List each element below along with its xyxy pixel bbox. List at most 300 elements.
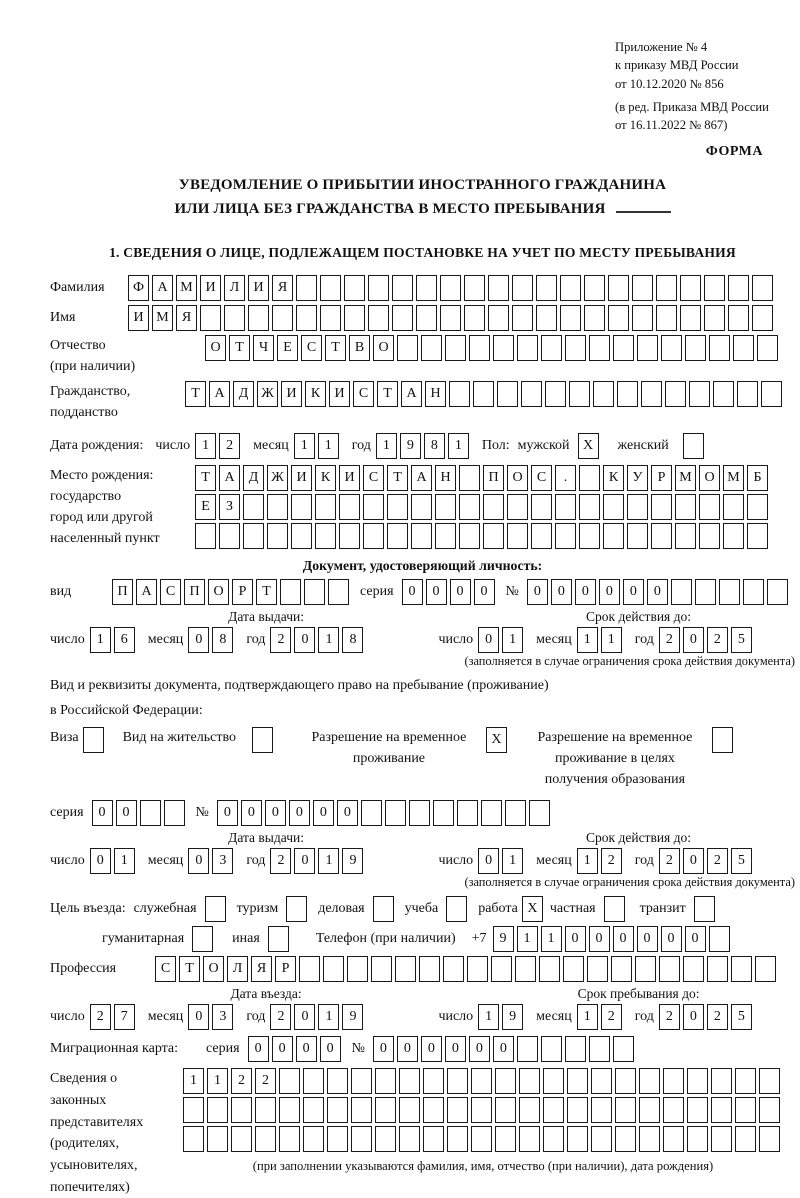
option-temp-residence-education-checkbox (712, 727, 736, 753)
birth-date-label: Дата рождения: (50, 437, 144, 453)
char-cell (411, 494, 432, 520)
option-residence-permit-checkbox (252, 727, 276, 753)
char-cell (296, 275, 317, 301)
char-cell: О (507, 465, 528, 491)
char-cell (663, 1068, 684, 1094)
char-cell (464, 305, 485, 331)
char-cell (440, 275, 461, 301)
char-cell: 0 (320, 1036, 341, 1062)
residence-valid-day (478, 848, 526, 874)
char-cell (675, 494, 696, 520)
char-cell (200, 305, 221, 331)
char-cell (368, 305, 389, 331)
purpose-other-label: иная (232, 931, 260, 947)
char-cell (328, 579, 349, 605)
char-cell (569, 381, 590, 407)
char-cell: 0 (116, 800, 137, 826)
char-cell (483, 523, 504, 549)
char-cell: М (723, 465, 744, 491)
char-cell: Е (195, 494, 216, 520)
char-cell (543, 1068, 564, 1094)
char-cell (737, 381, 758, 407)
char-cell: И (281, 381, 302, 407)
residence-doc-note: (заполняется в случае ограничения срока действия документа) (464, 875, 795, 890)
char-cell (296, 305, 317, 331)
entry-dates (50, 1004, 795, 1030)
day-label: число (438, 1009, 474, 1025)
representatives-row3-cells (183, 1126, 783, 1152)
char-cell: X (486, 727, 507, 753)
day-label: число (50, 853, 85, 869)
representatives-row1-cells (183, 1068, 783, 1094)
char-cell: Т (387, 465, 408, 491)
char-cell: 2 (219, 433, 240, 459)
char-cell: 0 (445, 1036, 466, 1062)
char-cell: 2 (659, 848, 680, 874)
char-cell (615, 1068, 636, 1094)
char-cell (707, 956, 728, 982)
char-cell (323, 956, 344, 982)
char-cell (728, 275, 749, 301)
char-cell: 1 (541, 926, 562, 952)
phone-prefix: +7 (471, 931, 487, 947)
purpose-humanitarian-label: гуманитарная (102, 931, 185, 947)
purpose-official-checkbox (205, 896, 229, 922)
char-cell: 0 (402, 579, 423, 605)
char-cell (399, 1068, 420, 1094)
char-cell: П (184, 579, 205, 605)
purpose-tourism-label: туризм (236, 901, 279, 917)
char-cell (512, 305, 533, 331)
option-visa-label: Виза (50, 730, 79, 746)
char-cell (224, 305, 245, 331)
char-cell (385, 800, 406, 826)
valid-until-heading: Срок действия до: (586, 830, 692, 846)
char-cell (603, 494, 624, 520)
char-cell (519, 1068, 540, 1094)
form-title (50, 174, 795, 221)
doc-number-label: № (505, 583, 519, 599)
char-cell (761, 381, 782, 407)
char-cell (471, 1126, 492, 1152)
order-reference-block (615, 38, 795, 134)
doc-series-label: серия (360, 583, 394, 599)
char-cell (711, 1068, 732, 1094)
citizenship-cells (185, 381, 785, 407)
ref-line: от 10.12.2020 № 856 (615, 76, 724, 91)
char-cell (531, 523, 552, 549)
char-cell: О (205, 335, 226, 361)
char-cell (267, 523, 288, 549)
char-cell: 0 (683, 627, 704, 653)
char-cell (627, 523, 648, 549)
residence-doc-intro-line1: Вид и реквизиты документа, подтверждающего право на пребывание (проживание) (50, 677, 549, 693)
char-cell: А (219, 465, 240, 491)
char-cell: 0 (265, 800, 286, 826)
migration-card-row (50, 1036, 795, 1062)
char-cell: 0 (575, 579, 596, 605)
char-cell: 0 (589, 926, 610, 952)
char-cell: С (363, 465, 384, 491)
char-cell (459, 465, 480, 491)
char-cell: В (349, 335, 370, 361)
purpose-humanitarian-checkbox (192, 926, 216, 952)
char-cell (443, 956, 464, 982)
char-cell: Б (747, 465, 768, 491)
char-cell (423, 1126, 444, 1152)
char-cell (687, 1097, 708, 1123)
identity-doc-date-headings (50, 609, 795, 625)
char-cell (303, 1068, 324, 1094)
birth-place-row3-cells (195, 523, 771, 549)
char-cell: X (578, 433, 599, 459)
char-cell: Т (185, 381, 206, 407)
surname-label: Фамилия (50, 279, 105, 295)
char-cell: 1 (318, 848, 339, 874)
char-cell (315, 494, 336, 520)
char-cell (495, 1097, 516, 1123)
doc-number-cells (527, 579, 791, 605)
char-cell (519, 1097, 540, 1123)
purpose-transit-checkbox (694, 896, 718, 922)
option-temp-residence-label: Разрешение на временное проживание (311, 730, 467, 767)
char-cell (639, 1126, 660, 1152)
char-cell: 0 (647, 579, 668, 605)
char-cell (320, 275, 341, 301)
month-label: месяц (147, 1009, 184, 1025)
char-cell: А (136, 579, 157, 605)
profession-label: Профессия (50, 961, 117, 977)
char-cell: 0 (294, 1004, 315, 1030)
char-cell: 8 (342, 627, 363, 653)
birth-place-label: Место рождения: государство город или другой населенный пункт (50, 467, 160, 546)
char-cell: 0 (637, 926, 658, 952)
day-label: число (50, 631, 85, 647)
char-cell (445, 335, 466, 361)
char-cell: 2 (231, 1068, 252, 1094)
identity-doc-note: (заполняется в случае ограничения срока действия документа) (464, 653, 795, 668)
birth-place-row1-cells (195, 465, 771, 491)
char-cell (507, 494, 528, 520)
char-cell (759, 1097, 780, 1123)
char-cell: 0 (397, 1036, 418, 1062)
char-cell: Ч (253, 335, 274, 361)
purpose-other-checkbox (268, 926, 292, 952)
char-cell (723, 523, 744, 549)
char-cell (759, 1126, 780, 1152)
char-cell (344, 305, 365, 331)
char-cell (397, 335, 418, 361)
char-cell (593, 381, 614, 407)
char-cell (567, 1126, 588, 1152)
char-cell (471, 1097, 492, 1123)
char-cell (639, 1097, 660, 1123)
purpose-study-checkbox (446, 896, 470, 922)
birth-date-row (50, 433, 795, 459)
char-cell: 1 (448, 433, 469, 459)
char-cell: 2 (90, 1004, 111, 1030)
char-cell: 0 (296, 1036, 317, 1062)
char-cell (689, 381, 710, 407)
char-cell (579, 494, 600, 520)
char-cell (713, 381, 734, 407)
char-cell: 1 (114, 848, 135, 874)
char-cell (589, 335, 610, 361)
char-cell: 9 (502, 1004, 523, 1030)
char-cell (656, 305, 677, 331)
char-cell (687, 1068, 708, 1094)
char-cell (327, 1097, 348, 1123)
char-cell (243, 494, 264, 520)
char-cell (541, 1036, 562, 1062)
stay-until-date-group (438, 1004, 764, 1030)
profession-cells (155, 956, 779, 982)
char-cell (449, 381, 470, 407)
identity-issue-year (270, 627, 366, 653)
char-cell: О (373, 335, 394, 361)
char-cell (723, 494, 744, 520)
char-cell: 8 (212, 627, 233, 653)
char-cell: 0 (469, 1036, 490, 1062)
char-cell: 6 (114, 627, 135, 653)
char-cell (639, 1068, 660, 1094)
char-cell: 2 (707, 627, 728, 653)
month-label: месяц (536, 1009, 572, 1025)
day-label: число (50, 1009, 85, 1025)
char-cell: С (301, 335, 322, 361)
identity-valid-month (577, 627, 625, 653)
char-cell: А (401, 381, 422, 407)
sex-label: Пол: (481, 437, 510, 453)
char-cell: 2 (707, 848, 728, 874)
char-cell (447, 1097, 468, 1123)
char-cell (286, 896, 307, 922)
char-cell: 0 (248, 1036, 269, 1062)
char-cell: 1 (577, 848, 598, 874)
char-cell (565, 1036, 586, 1062)
char-cell (279, 1097, 300, 1123)
char-cell: Я (272, 275, 293, 301)
stay-month (577, 1004, 625, 1030)
char-cell: 1 (577, 1004, 598, 1030)
char-cell (459, 494, 480, 520)
given-name-label: Имя (50, 309, 76, 325)
char-cell: И (329, 381, 350, 407)
doc-type-label: вид (50, 583, 72, 599)
char-cell (423, 1097, 444, 1123)
purpose-row1 (50, 896, 795, 922)
citizenship-label: Гражданство, подданство (50, 383, 131, 420)
char-cell (521, 381, 542, 407)
char-cell: П (483, 465, 504, 491)
char-cell (565, 335, 586, 361)
char-cell (589, 1036, 610, 1062)
year-label: год (246, 631, 266, 647)
residence-series-cells (92, 800, 188, 826)
birth-place-cells (195, 465, 771, 552)
char-cell: Р (651, 465, 672, 491)
char-cell (671, 579, 692, 605)
char-cell: 2 (255, 1068, 276, 1094)
char-cell: Р (275, 956, 296, 982)
char-cell (433, 800, 454, 826)
year-label: год (634, 853, 654, 869)
char-cell: 0 (373, 1036, 394, 1062)
char-cell (567, 1068, 588, 1094)
char-cell: 9 (342, 848, 363, 874)
char-cell (387, 523, 408, 549)
residence-doc-dates (50, 848, 795, 874)
char-cell (699, 494, 720, 520)
char-cell (351, 1097, 372, 1123)
char-cell (615, 1097, 636, 1123)
char-cell (303, 1126, 324, 1152)
char-cell (471, 1068, 492, 1094)
residence-issue-month (188, 848, 236, 874)
char-cell (704, 275, 725, 301)
char-cell (416, 275, 437, 301)
char-cell: 0 (551, 579, 572, 605)
char-cell (603, 523, 624, 549)
char-cell: 0 (188, 627, 209, 653)
option-visa-checkbox (83, 727, 107, 753)
purpose-business-label: деловая (318, 901, 365, 917)
char-cell (435, 494, 456, 520)
char-cell: О (699, 465, 720, 491)
identity-valid-year (659, 627, 755, 653)
identity-doc-heading: Документ, удостоверяющий личность: (302, 557, 543, 573)
representatives-label: Сведения о законных представителях (родителях, усыновителях, попечителях) (50, 1071, 144, 1195)
char-cell: 0 (272, 1036, 293, 1062)
identity-valid-day (478, 627, 526, 653)
char-cell: 0 (217, 800, 238, 826)
char-cell (685, 335, 706, 361)
char-cell (347, 956, 368, 982)
sex-male-checkbox (578, 433, 602, 459)
char-cell (368, 275, 389, 301)
char-cell (661, 335, 682, 361)
char-cell (192, 926, 213, 952)
char-cell: 0 (478, 627, 499, 653)
migration-number-cells (373, 1036, 637, 1062)
char-cell: 1 (207, 1068, 228, 1094)
char-cell (545, 381, 566, 407)
char-cell: Н (435, 465, 456, 491)
char-cell (651, 494, 672, 520)
char-cell (387, 494, 408, 520)
char-cell (339, 494, 360, 520)
year-label: год (634, 1009, 654, 1025)
char-cell (711, 1097, 732, 1123)
char-cell: 0 (294, 848, 315, 874)
char-cell: Л (224, 275, 245, 301)
char-cell: 0 (92, 800, 113, 826)
char-cell (641, 381, 662, 407)
char-cell: 0 (527, 579, 548, 605)
char-cell (608, 275, 629, 301)
residence-doc-series-row (50, 800, 795, 826)
purpose-official-label: служебная (133, 901, 197, 917)
char-cell (659, 956, 680, 982)
char-cell: 3 (212, 1004, 233, 1030)
char-cell (268, 926, 289, 952)
year-label: год (246, 1009, 266, 1025)
char-cell: 1 (318, 627, 339, 653)
char-cell (327, 1126, 348, 1152)
char-cell (279, 1126, 300, 1152)
char-cell (440, 305, 461, 331)
char-cell (531, 494, 552, 520)
char-cell (651, 523, 672, 549)
char-cell (543, 1097, 564, 1123)
residence-doc-options (50, 727, 795, 790)
char-cell: 3 (212, 848, 233, 874)
char-cell: 0 (478, 848, 499, 874)
char-cell: 0 (450, 579, 471, 605)
identity-issue-month (188, 627, 236, 653)
char-cell: 2 (270, 627, 291, 653)
char-cell (584, 275, 605, 301)
char-cell (457, 800, 478, 826)
citizenship-row (50, 381, 795, 423)
doc-series-cells (402, 579, 498, 605)
phone-label: Телефон (при наличии) (315, 931, 456, 947)
stay-year (659, 1004, 755, 1030)
char-cell (536, 275, 557, 301)
purpose-label: Цель въезда: (50, 901, 126, 917)
char-cell (459, 523, 480, 549)
char-cell: С (353, 381, 374, 407)
char-cell (617, 381, 638, 407)
month-label: месяц (536, 853, 572, 869)
char-cell (416, 305, 437, 331)
char-cell: З (219, 494, 240, 520)
char-cell (255, 1126, 276, 1152)
char-cell (541, 335, 562, 361)
char-cell: 0 (294, 627, 315, 653)
char-cell (757, 335, 778, 361)
char-cell: И (339, 465, 360, 491)
char-cell: 1 (318, 1004, 339, 1030)
residence-issue-date-group (50, 848, 376, 874)
char-cell (735, 1097, 756, 1123)
char-cell: 2 (659, 1004, 680, 1030)
char-cell (267, 494, 288, 520)
char-cell (507, 523, 528, 549)
char-cell (555, 494, 576, 520)
char-cell: 2 (707, 1004, 728, 1030)
patronymic-cells (205, 335, 781, 361)
char-cell: 1 (502, 848, 523, 874)
char-cell: 9 (400, 433, 421, 459)
char-cell (183, 1097, 204, 1123)
char-cell (709, 926, 730, 952)
char-cell (687, 1126, 708, 1152)
char-cell (279, 1068, 300, 1094)
char-cell (399, 1126, 420, 1152)
form-title-line1: УВЕДОМЛЕНИЕ О ПРИБЫТИИ ИНОСТРАННОГО ГРАЖДАНИНА (178, 177, 667, 194)
char-cell (512, 275, 533, 301)
char-cell: 1 (318, 433, 339, 459)
form-title-line2: ИЛИ ЛИЦА БЕЗ ГРАЖДАНСТВА В МЕСТО ПРЕБЫВАНИЯ (50, 198, 795, 221)
migration-number-label: № (351, 1041, 365, 1057)
char-cell (435, 523, 456, 549)
sex-female-label: женский (617, 437, 669, 453)
char-cell (395, 956, 416, 982)
char-cell (473, 381, 494, 407)
char-cell: 0 (289, 800, 310, 826)
char-cell (752, 275, 773, 301)
